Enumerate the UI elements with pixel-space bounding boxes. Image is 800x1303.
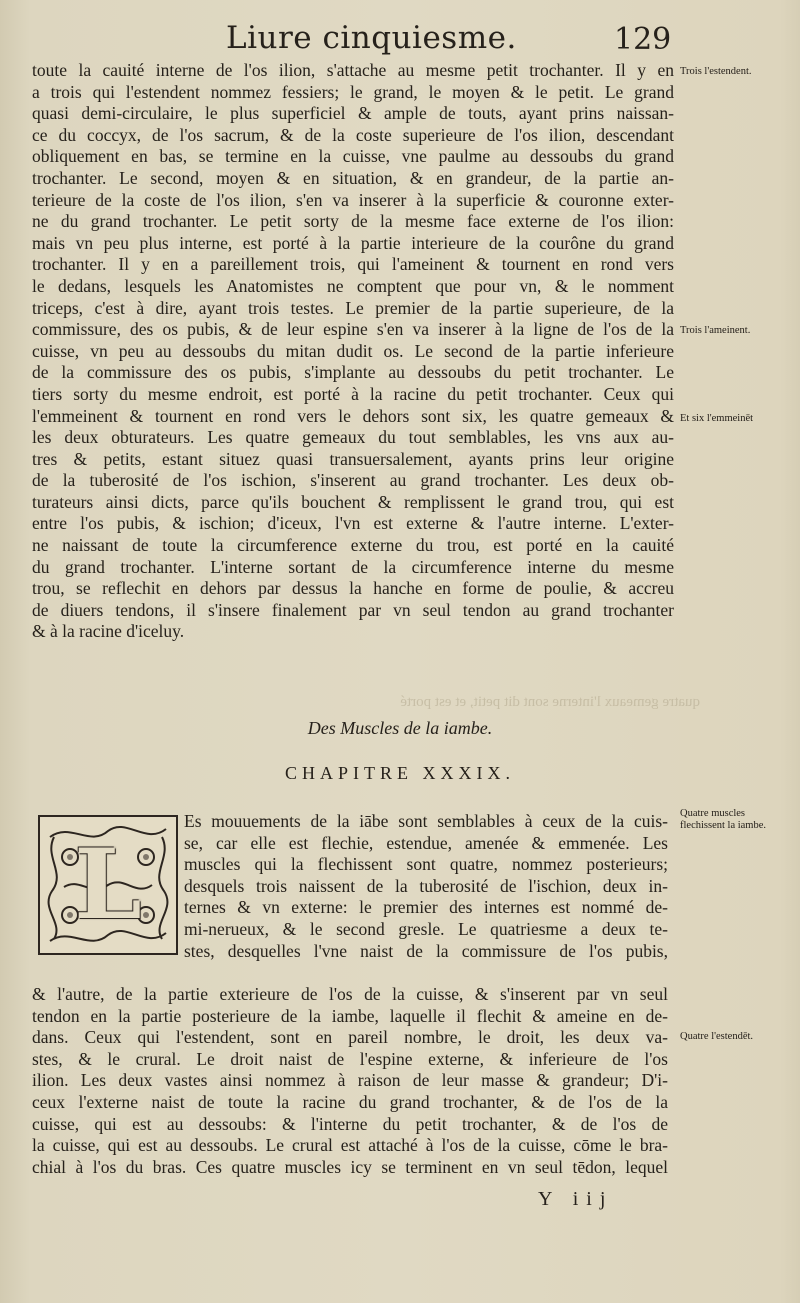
text-line: turateurs ainsi dicts, parce qu'ils bouchent & remplissent le grand trou, qui est	[32, 491, 674, 512]
text-line: dans. Ceux qui l'estendent, sont en pareil nombre, le droit, les deux va-	[32, 1027, 668, 1048]
text-line: commissure, des os pubis, & de leur espine s'en va inserer à la ligne de l'os de la	[32, 319, 674, 340]
margin-note: Et six l'emmeinēt	[680, 413, 754, 424]
paragraph-leg-muscles-intro	[184, 811, 668, 962]
text-line: se, car elle est flechie, estendue, amenée & emmenée. Les	[184, 832, 668, 853]
text-line: tiers sorty du mesme endroit, est porté à la racine du petit trochanter. Ceux qui	[32, 383, 674, 404]
text-line: muscles qui la flechissent sont quatre, nommez posterieurs;	[184, 854, 668, 875]
text-line: Es mouuements de la iābe sont semblables à ceux de la cuis-	[184, 811, 668, 831]
text-line: terieure de la coste de l'os ilion, s'en va inserer à la superficie & couronne exter-	[32, 189, 674, 210]
signature-mark: Y iij	[538, 1188, 614, 1210]
text-line: de la tuberosité de l'os ischion, s'inserent au grand trochanter. Les deux ob-	[32, 470, 674, 491]
text-line: & à la racine d'iceluy.	[32, 621, 185, 642]
text-line: quasi demi-circulaire, le plus superficiel & ample de touts, ayant prins naissan-	[32, 103, 674, 124]
text-line: entre l'os pubis, & ischion; d'iceux, l'vn est externe & l'autre interne. L'exter-	[32, 513, 674, 534]
text-line: stes, desquelles l'vne naist de la commissure de l'os pubis,	[184, 940, 668, 961]
text-line: mais vn peu plus interne, est porté à la partie interieure de la courône du grand	[32, 232, 674, 253]
text-line: ce du coccyx, de l'os sacrum, & de la coste superieure de l'os ilion, descendant	[32, 124, 674, 145]
margin-note: Quatre l'estendēt.	[680, 1031, 754, 1042]
paragraph-leg-muscles-continued	[32, 984, 668, 1178]
text-line: de la commissure des os pubis, s'implante au dessoubs du petit trochanter. Le	[32, 362, 674, 383]
text-line: le dedans, lesquels les Anatomistes ne comptent que pour vn, & le nomment	[32, 275, 674, 296]
page-number: 129	[614, 22, 672, 57]
text-line: la cuisse, qui est au dessoubs. Le crural est attaché à l'os de la cuisse, cōme le bra-	[32, 1135, 668, 1156]
drop-cap	[38, 815, 178, 955]
margin-note: Quatre muscles flechissent la iambe.	[680, 808, 767, 831]
margin-note: Trois l'ameinent.	[680, 325, 751, 336]
drop-cap-letter: L	[74, 828, 142, 941]
text-line: ternes & vn externe: le premier des internes est nommé de-	[184, 897, 668, 918]
running-title: Liure cinquiesme.	[226, 20, 517, 56]
bleed-through-text: quatre gemeaux l'interne sont dit petit, et est porté	[400, 694, 700, 710]
text-line: ceux l'externe naist de toute la racine du grand trochanter, & de l'os de la	[32, 1091, 668, 1112]
text-line: les deux obturateurs. Les quatre gemeaux du tout semblables, les vns aux au-	[32, 427, 674, 448]
text-line: obliquement en bas, se termine en la cuisse, vne paulme au dessoubs du grand	[32, 146, 674, 167]
text-line: stes, & le crural. Le droit naist de l'espine externe, & inferieure de l'os	[32, 1048, 668, 1069]
text-line: de diuers tendons, il s'insere finalement par vn seul tendon au grand trochanter	[32, 599, 674, 620]
text-line: cuisse, qui est au dessoubs: & l'interne du petit trochanter, & de l'os de	[32, 1113, 668, 1134]
text-line: a trois qui l'estendent nommez fessiers; le grand, le moyen & le petit. Le grand	[32, 81, 674, 102]
text-line: desquels trois naissent de la tuberosité de l'ischion, deux in-	[184, 875, 668, 896]
text-line: trochanter. Il y en a pareillement trois, qui l'ameinent & tournent en rond vers	[32, 254, 674, 275]
section-title: Des Muscles de la iambe.	[307, 718, 493, 738]
text-line: toute la cauité interne de l'os ilion, s'attache au mesme petit trochanter. Il y en	[32, 60, 674, 80]
text-line: chial à l'os du bras. Ces quatre muscles icy se terminent en vn seul tēdon, lequel	[32, 1156, 668, 1177]
chapter-title: CHAPITRE XXXIX.	[285, 763, 515, 783]
text-line: & l'autre, de la partie exterieure de l'os de la cuisse, & s'inserent par vn seul	[32, 984, 668, 1004]
text-line: ilion. Les deux vastes ainsi nommez à raison de leur masse & grandeur; D'i-	[32, 1070, 668, 1091]
margin-note: Trois l'estendent.	[680, 66, 752, 77]
text-line: cuisse, vn peu au dessoubs du mitan dudit os. Le second de la partie inferieure	[32, 340, 674, 361]
text-line: tres & petits, estant situez quasi transuersalement, ayants prins leur origine	[32, 448, 674, 469]
text-line: trou, se reflechit en dehors par dessus la hanche en forme de poulie, & accreu	[32, 578, 674, 599]
text-line: ne naissant de toute la circumference externe du trou, est porté en la cauité	[32, 535, 674, 556]
text-line: tendon en la partie posterieure de la iambe, laquelle il flechit & ameine en de-	[32, 1005, 668, 1026]
text-line: du grand trochanter. L'interne sortant de la circumference interne du mesme	[32, 556, 674, 577]
text-line: triceps, c'est à dire, ayant trois testes. Le premier de la partie superieure, de la	[32, 297, 674, 318]
text-line: ne du grand trochanter. Le petit sorty de la mesme face externe de l'os ilion:	[32, 211, 674, 232]
text-line: mi-nerueux, & le second gresle. Le quatriesme a deux te-	[184, 918, 668, 939]
text-line: trochanter. Le second, moyen & en situation, & en grandeur, de la partie an-	[32, 167, 674, 188]
paragraph-muscles-of-thigh	[32, 60, 674, 643]
text-line: l'emmeinent & tournent en rond vers le dehors sont six, les quatre gemeaux &	[32, 405, 674, 426]
